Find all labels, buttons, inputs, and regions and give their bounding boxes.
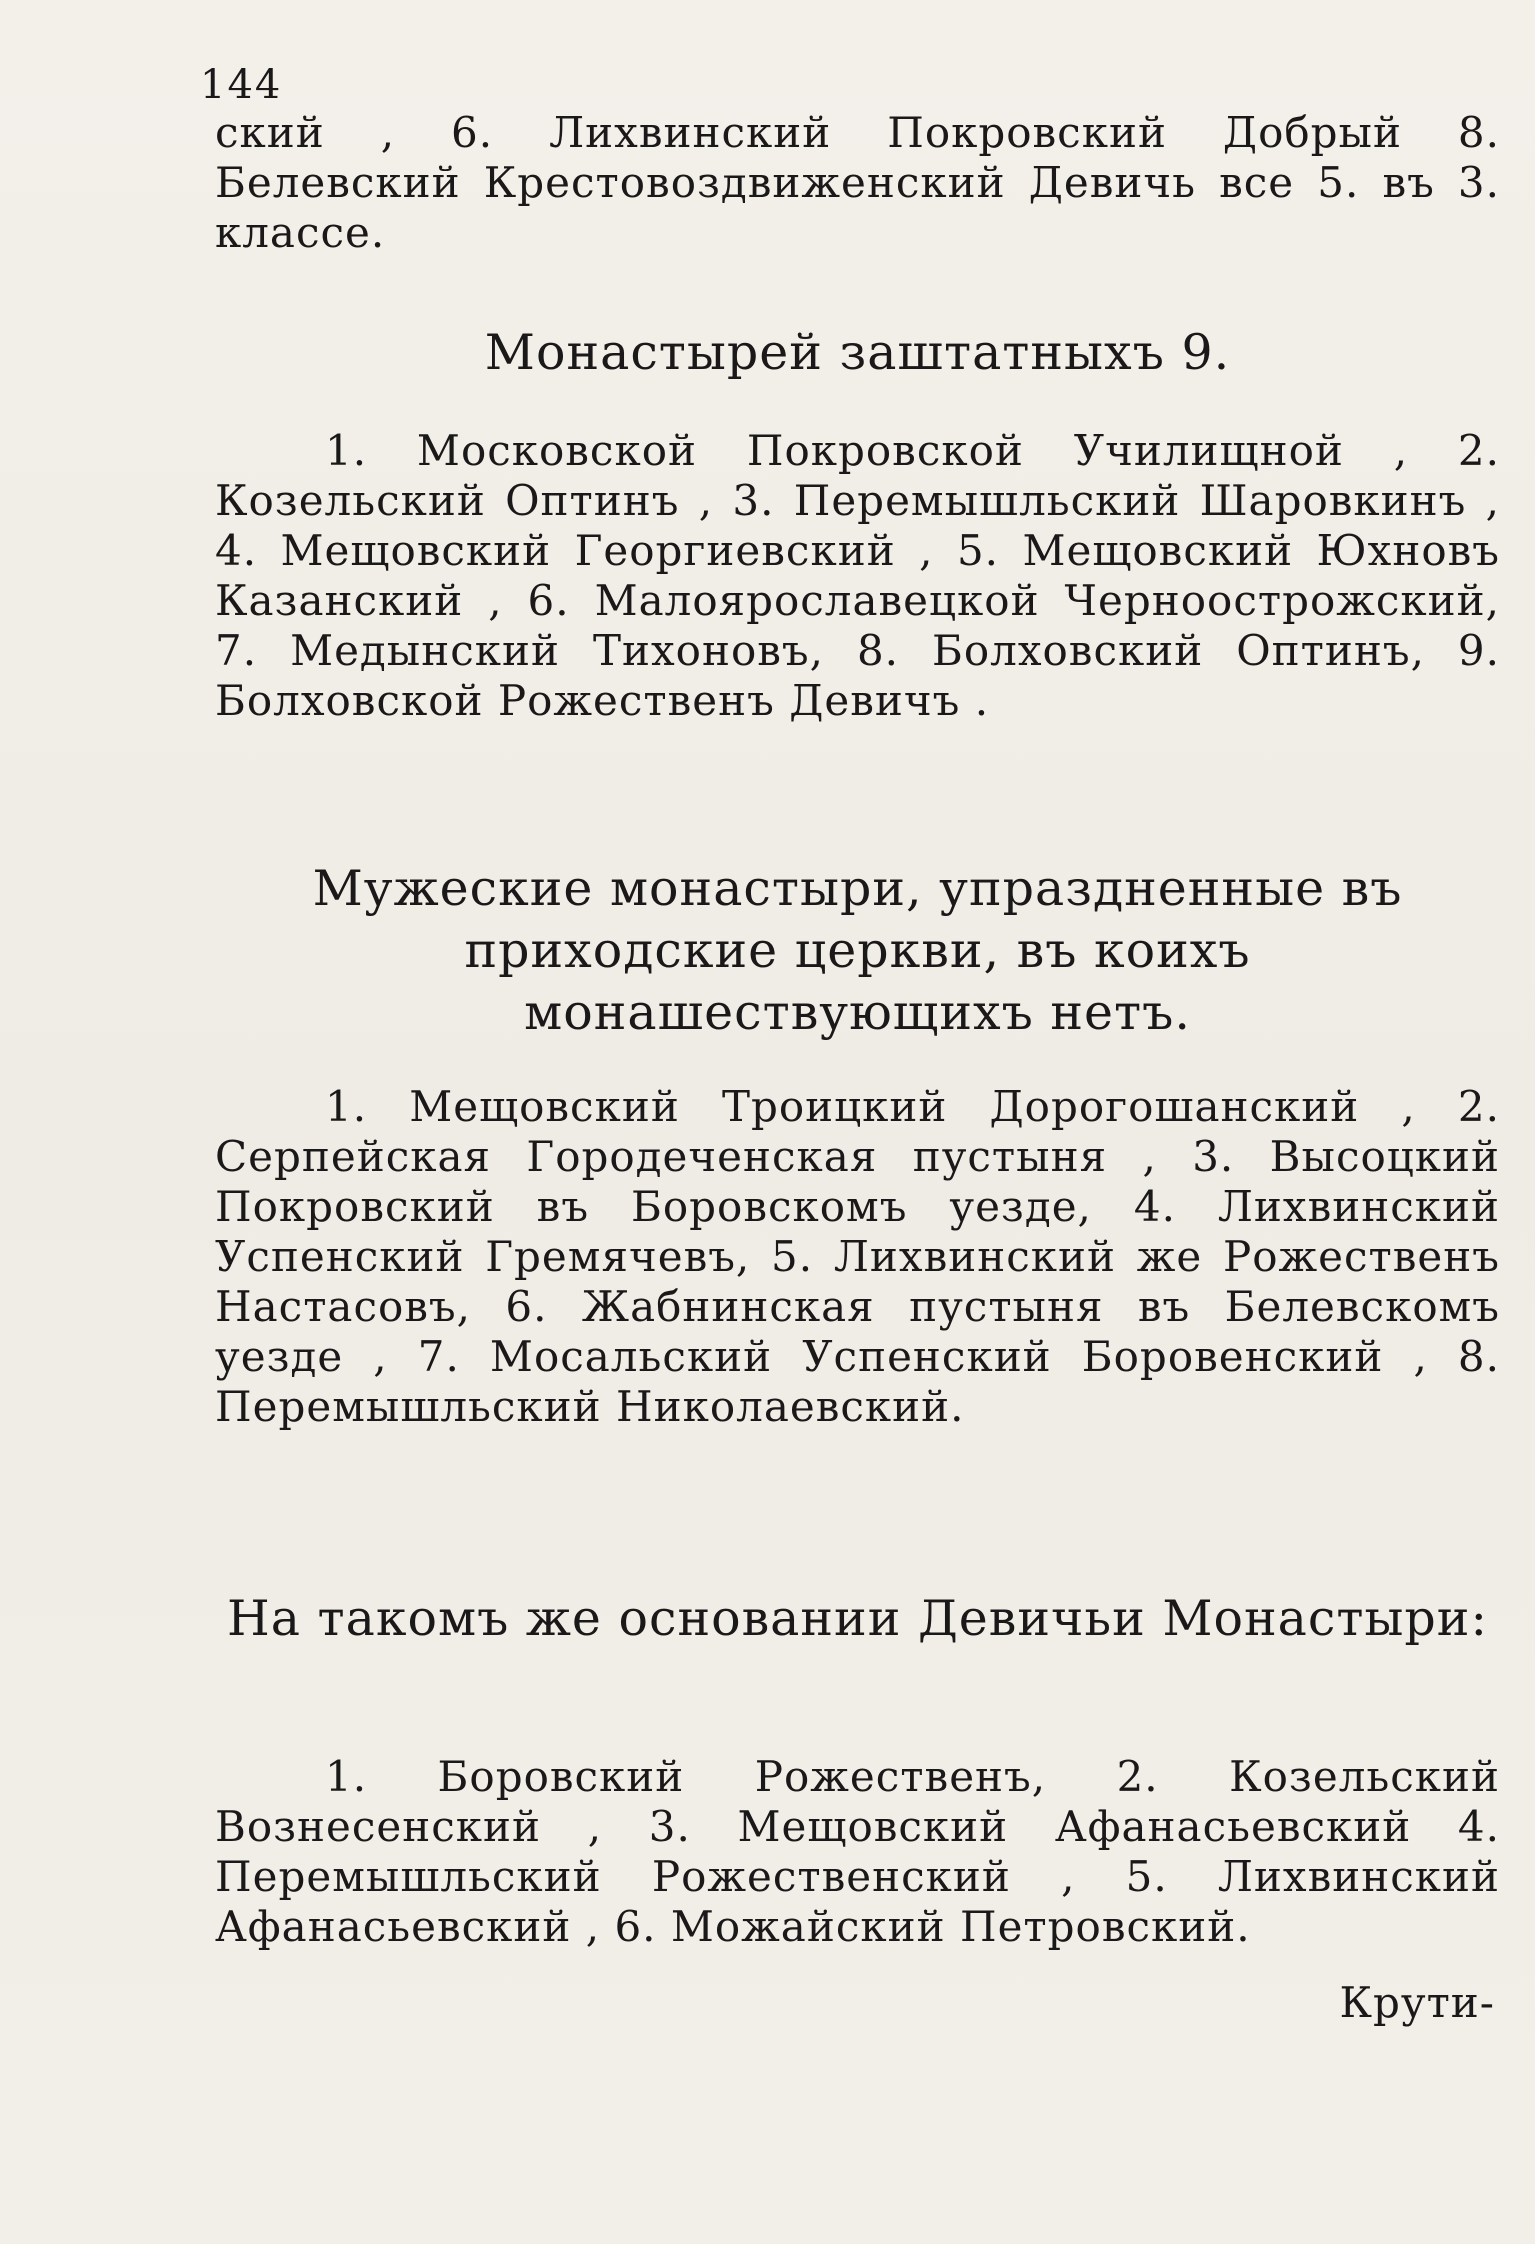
section-devichi <box>215 1588 1500 1650</box>
heading-zashtatnye: Монастырей заштатныхъ 9. <box>484 324 1231 381</box>
block-zashtatnye <box>215 426 1500 726</box>
catchword: Крути- <box>1339 1978 1495 2027</box>
paragraph-devichi: 1. Боровский Рожественъ, 2. Козельский Вознесенский , 3. Мещовский Афанасьевский 4. Перемышльский Рожественский , 5. Лихвинский Афанасьевский , 6. Можайский Петровский. <box>215 1752 1500 1951</box>
heading-devichi: На такомъ же основании Девичьи Монастыри: <box>227 1590 1488 1647</box>
paragraph-muzheskie: 1. Мещовский Троицкий Дорогошанский , 2. Серпейская Городеченская пустыня , 3. Высоцкий Покровский въ Боровскомъ уезде, 4. Лихвинский Успенский Гремячевъ, 5. Лихвинский же Рожественъ Настасовъ, 6. Жабнинская пустыня въ Белевскомъ уезде , 7. Мосальский Успенский Боровенский , 8. Перемышльский Николаевский. <box>215 1082 1500 1431</box>
paragraph-intro: ский , 6. Лихвинский Покровский Добрый 8. Белевский Крестовоздвиженский Девичь все 5. въ 3. классе. <box>215 108 1500 257</box>
heading-muzheskie: Мужеские монастыри, упраздненные въ приходские церкви, въ коихъ монашествующихъ нетъ. <box>312 860 1403 1041</box>
section-zashtatnye <box>215 322 1500 384</box>
block-muzheskie <box>215 1082 1500 1432</box>
block-devichi <box>215 1752 1500 1952</box>
paragraph-zashtatnye: 1. Московской Покровской Училищной , 2. Козельский Оптинъ , 3. Перемышльский Шаровкинъ , 4. Мещовский Георгиевский , 5. Мещовский Юхновъ Казанский , 6. Малоярославецкой Черноострожский, 7. Медынский Тихоновъ, 8. Болховский Оптинъ, 9. Болховской Рожественъ Девичъ . <box>215 426 1500 725</box>
intro-block <box>215 108 1500 258</box>
page-number: 144 <box>200 62 283 108</box>
section-muzheskie <box>215 858 1500 1044</box>
